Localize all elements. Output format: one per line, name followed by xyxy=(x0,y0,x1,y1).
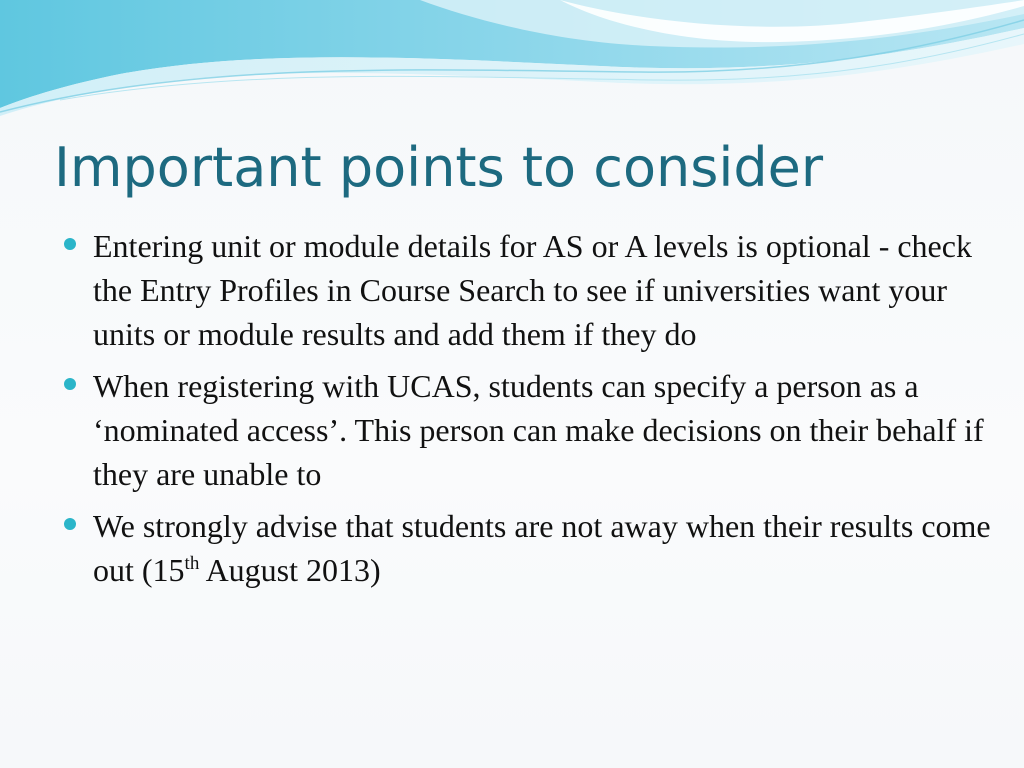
bullet-text-after: August 2013) xyxy=(199,552,381,588)
bullet-dot-icon xyxy=(64,518,76,530)
header-wave-decoration xyxy=(0,0,1024,130)
bullet-item-results-date xyxy=(64,504,1004,592)
ordinal-suffix: th xyxy=(184,553,200,574)
bullet-text xyxy=(93,504,1004,592)
bullet-list xyxy=(64,224,1004,600)
bullet-item-unit-details xyxy=(64,224,1004,356)
bullet-text: When registering with UCAS, students can specify a person as a ‘nominated access’. This person can make decisions on their behalf if they are unable to xyxy=(93,368,984,492)
bullet-text-before: We strongly advise that students are not away when their results come out (15 xyxy=(93,508,991,588)
slide-title: Important points to consider xyxy=(54,136,824,199)
bullet-dot-icon xyxy=(64,378,76,390)
bullet-text: Entering unit or module details for AS or A levels is optional - check the Entry Profiles in Course Search to see if universities want your units or module results and add them if they do xyxy=(93,228,972,352)
bullet-dot-icon xyxy=(64,238,76,250)
bullet-item-nominated-access xyxy=(64,364,1004,496)
